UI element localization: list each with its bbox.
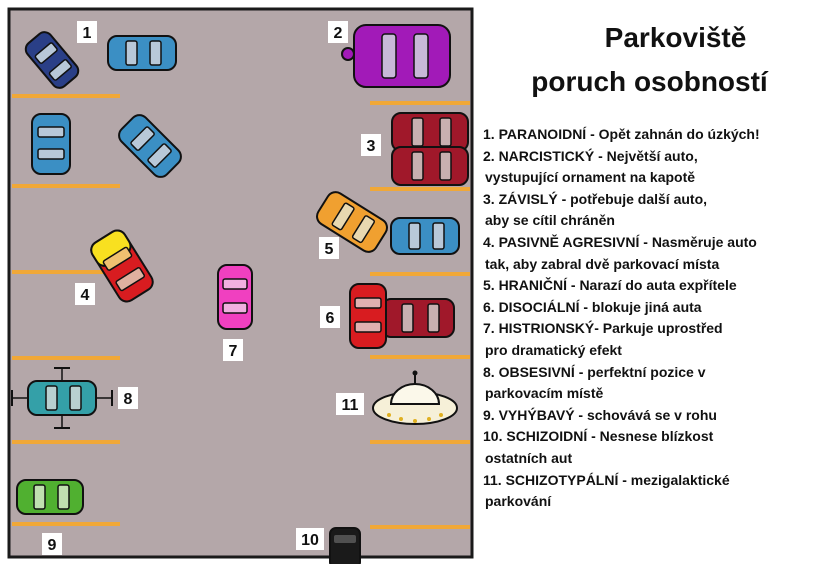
title-line-2: poruch osobností <box>531 66 768 97</box>
legend-item-4-line2: tak, aby zabral dvě parkovací místa <box>485 255 720 272</box>
spot-number-8: 8 <box>123 391 133 408</box>
car-3-dependent-maroon-a <box>392 113 468 151</box>
spot-number-1: 1 <box>82 25 92 42</box>
car-2-narcissist-purple <box>342 25 450 87</box>
car-7-histrionic-pink <box>218 265 252 329</box>
legend-item-10-line2: ostatních aut <box>485 449 573 466</box>
page-title <box>483 16 834 104</box>
stripe-right-2 <box>370 187 470 191</box>
legend-item-5-line1: 5. HRANIČNÍ - Narazí do auta expřítele <box>483 277 737 294</box>
legend-item-1 <box>483 124 834 146</box>
spot-number-11: 11 <box>341 397 359 414</box>
stripe-right-4 <box>370 355 470 359</box>
legend-item-6 <box>483 297 834 319</box>
legend-item-11-line2: parkování <box>485 493 552 510</box>
legend-item-4 <box>483 232 834 275</box>
spot-number-7: 7 <box>228 343 238 360</box>
legend-item-4-line1: 4. PASIVNĚ AGRESIVNÍ - Nasměruje auto <box>483 233 757 250</box>
legend-item-7-line2: pro dramatický efekt <box>485 341 622 358</box>
legend-item-8 <box>483 362 834 405</box>
stripe-left-6 <box>12 522 120 526</box>
legend-item-10 <box>483 426 834 469</box>
legend-item-3-line1: 3. ZÁVISLÝ - potřebuje další auto, <box>483 190 708 207</box>
car-teal-vertical <box>32 114 70 174</box>
spot-number-2: 2 <box>333 25 343 42</box>
legend-item-10-line1: 10. SCHIZOIDNÍ - Nesnese blízkost <box>483 428 714 445</box>
car-9-avoidant-green <box>17 480 83 514</box>
stripe-right-6 <box>370 525 470 529</box>
title-line-1: Parkoviště <box>604 22 747 53</box>
legend-item-3-line2: aby se cítil chráněn <box>485 212 615 229</box>
stripe-left-5 <box>12 440 120 444</box>
legend-item-3 <box>483 189 834 232</box>
spot-number-4: 4 <box>80 287 90 304</box>
hood-ornament-icon <box>342 48 354 60</box>
car-6-antisocial-red <box>350 284 386 348</box>
stripe-left-1 <box>12 94 120 98</box>
legend-item-6-line1: 6. DISOCIÁLNÍ - blokuje jiná auta <box>483 298 702 315</box>
legend-item-7 <box>483 318 834 361</box>
stripe-left-4 <box>12 356 120 360</box>
legend-item-8-line2: parkovacím místě <box>485 385 604 402</box>
car-5-teal-target <box>391 218 459 254</box>
spot-number-6: 6 <box>325 310 335 327</box>
legend-item-1-line1: 1. PARANOIDNÍ - Opět zahnán do úzkých! <box>483 126 760 142</box>
car-3-dependent-maroon-b <box>392 147 468 185</box>
stripe-left-2 <box>12 184 120 188</box>
spot-number-5: 5 <box>324 241 334 258</box>
legend-item-7-line1: 7. HISTRIONSKÝ- Parkuje uprostřed <box>483 320 723 337</box>
legend-item-2 <box>483 146 834 189</box>
legend-item-9-line1: 9. VYHÝBAVÝ - schovává se v rohu <box>483 406 717 423</box>
legend-item-11-line1: 11. SCHIZOTYPÁLNÍ - mezigalaktické <box>483 471 730 488</box>
legend-list <box>483 124 834 513</box>
legend-panel <box>483 0 834 564</box>
spot-number-9: 9 <box>47 537 57 554</box>
spot-number-10: 10 <box>301 532 319 549</box>
stripe-right-5 <box>370 440 470 444</box>
car-6-antisocial-maroon <box>382 299 454 337</box>
legend-item-11 <box>483 470 834 513</box>
spot-number-3: 3 <box>366 138 376 155</box>
legend-item-8-line1: 8. OBSESIVNÍ - perfektní pozice v <box>483 363 706 380</box>
legend-item-5 <box>483 275 834 297</box>
stripe-right-1 <box>370 101 470 105</box>
legend-item-2-line1: 2. NARCISTICKÝ - Největší auto, <box>483 147 698 164</box>
legend-item-2-line2: vystupující ornament na kapotě <box>485 169 696 186</box>
car-1-teal <box>108 36 176 70</box>
car-10-schizoid-black <box>330 528 360 564</box>
stripe-right-3 <box>370 272 470 276</box>
legend-item-9 <box>483 405 834 427</box>
